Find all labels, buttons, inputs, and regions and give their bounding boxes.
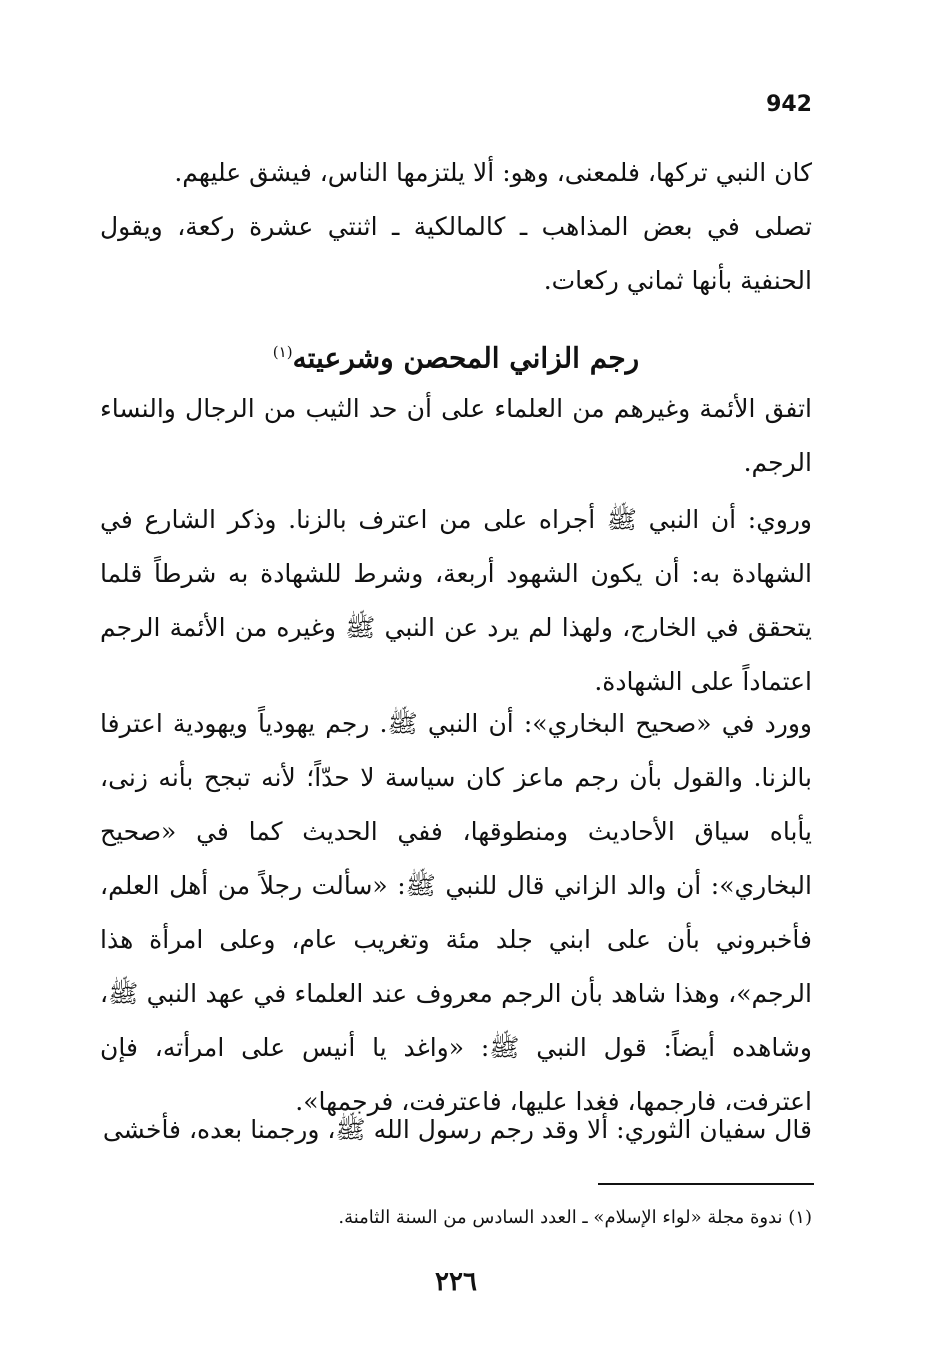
paragraph-6: قال سفيان الثوري: ألا وقد رجم رسول الله ﷺ، ورجمنا بعده، فأخشى [102, 1115, 812, 1144]
page-number: ٢٢٦ [435, 1267, 477, 1297]
footnote-divider [598, 1183, 814, 1185]
paragraph-4: وروي: أن النبي ﷺ أجراه على من اعترف بالزنا. وذكر الشارع في الشهادة به: أن يكون الشهود أربعة، وشرط للشهادة به شرطاً قلما يتحقق في الخارج، ولهذا لم يرد عن النبي ﷺ وغيره من الأئمة الرجم اعتماداً على الشهادة. [100, 505, 812, 696]
footnote: (١) ندوة مجلة «لواء الإسلام» ـ العدد السادس من السنة الثامنة. [338, 1207, 812, 1228]
paragraph-5: وورد في «صحيح البخاري»: أن النبي ﷺ. رجم يهودياً ويهودية اعترفا بالزنا. والقول بأن رجم ماعز كان سياسة لا حدّاً؛ لأنه تبجح بأنه زنى، يأباه سياق الأحاديث ومنطوقها، ففي الحديث كما في «صحيح البخاري»: أن والد الزاني قال للنبي ﷺ: «سألت رجلاً من أهل العلم، فأخبروني بأن على ابني جلد مئة وتغريب عام، وعلى امرأة هذا الرجم»، وهذا شاهد بأن الرجم معروف عند العلماء في عهد النبي ﷺ، وشاهده أيضاً: قول النبي ﷺ: «واغد يا أنيس على امرأته، فإن اعترفت، فارجمها، فغدا عليها، فاعترفت، فرجمها». [100, 709, 813, 1116]
page-id-number: 942 [766, 92, 812, 117]
footnote-reference: (١) [272, 343, 293, 361]
section-heading [100, 322, 812, 388]
paragraph-3: اتفق الأئمة وغيرهم من العلماء على أن حد الثيب من الرجال والنساء الرجم. [100, 394, 812, 477]
paragraph-1: كان النبي تركها، فلمعنى، وهو: ألا يلتزمها الناس، فيشق عليهم. [174, 158, 812, 187]
section-heading-title: رجم الزاني المحصن وشرعيته [292, 341, 640, 375]
paragraph-2: تصلى في بعض المذاهب ـ كالمالكية ـ اثنتي عشرة ركعة، ويقول الحنفية بأنها ثماني ركعات. [100, 212, 812, 295]
